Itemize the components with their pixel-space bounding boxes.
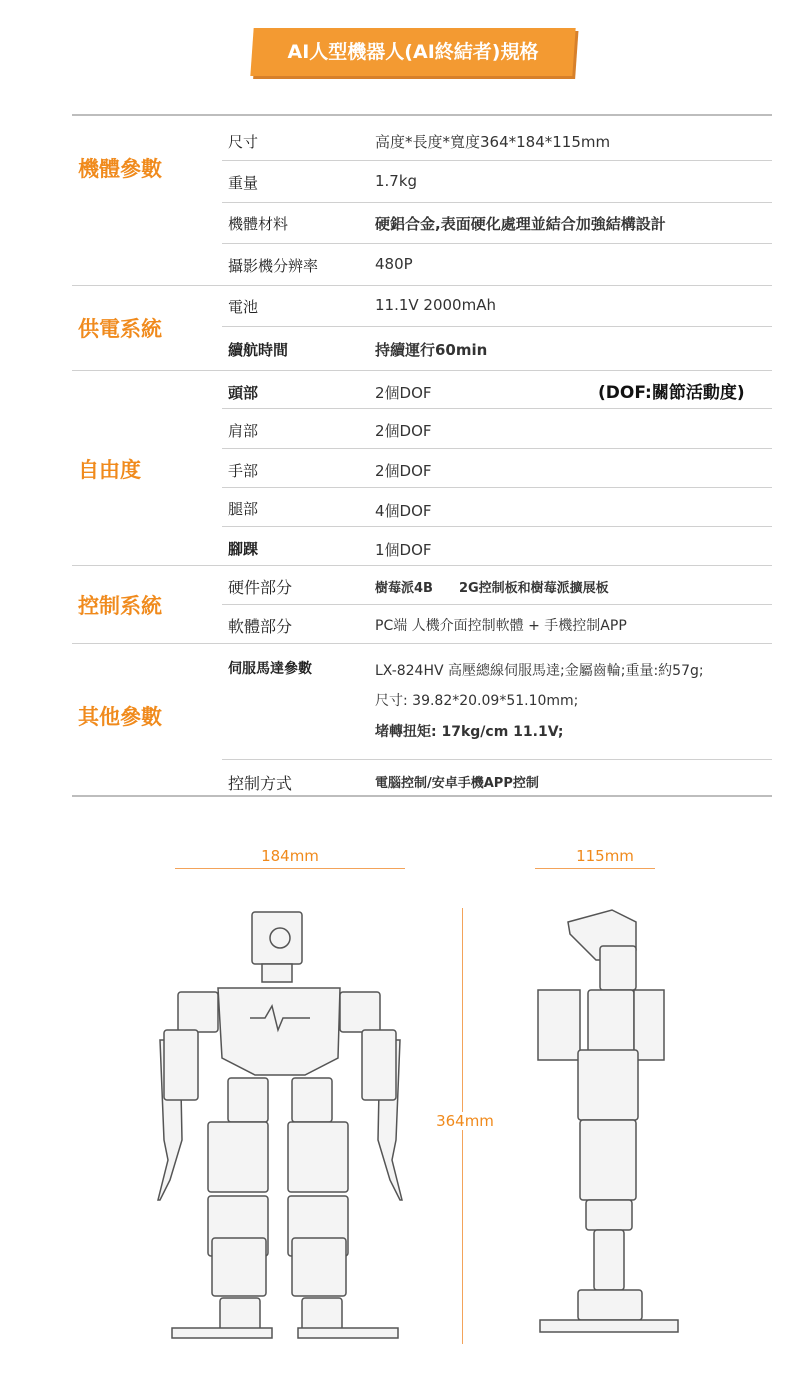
robot-side-view: [530, 900, 680, 1350]
param-size: 尺寸: [228, 133, 259, 151]
param-ankle: 腳踝: [228, 540, 259, 558]
param-camera: 攝影機分辨率: [228, 257, 319, 275]
value-hardware: 樹莓派4B 2G控制板和樹莓派擴展板: [375, 581, 609, 596]
group-label-body: 機體參數: [78, 157, 162, 181]
value-ankle: 1個DOF: [375, 541, 432, 559]
param-material: 機體材料: [228, 215, 289, 233]
group-label-control: 控制系統: [78, 594, 162, 618]
value-software: PC端 人機介面控制軟體 + 手機控制APP: [375, 618, 627, 634]
group-label-dof: 自由度: [78, 458, 141, 482]
row-divider: [222, 243, 772, 244]
param-leg: 腿部: [228, 500, 259, 518]
row-divider: [222, 408, 772, 409]
value-weight: 1.7kg: [375, 172, 418, 190]
group-label-power: 供電系統: [78, 317, 162, 341]
dim-width-line: [175, 868, 405, 869]
value-leg: 4個DOF: [375, 502, 432, 520]
dim-width-label: 184mm: [261, 847, 319, 865]
param-head: 頭部: [228, 384, 259, 402]
value-control-method: 電腦控制/安卓手機APP控制: [375, 776, 539, 791]
value-servo-line-3: 堵轉扭矩: 17kg/cm 11.1V;: [375, 724, 564, 740]
value-hand: 2個DOF: [375, 462, 432, 480]
value-runtime: 持續運行60min: [375, 341, 488, 359]
param-control-method: 控制方式: [228, 774, 293, 793]
row-divider: [222, 448, 772, 449]
group-divider: [72, 565, 772, 566]
group-divider: [72, 643, 772, 644]
page-title: AI人型機器人(AI終結者)規格: [287, 41, 539, 63]
param-shoulder: 肩部: [228, 422, 259, 440]
value-material: 硬鋁合金,表面硬化處理並結合加強結構設計: [375, 215, 666, 233]
row-divider: [222, 326, 772, 327]
dof-note: (DOF:關節活動度): [598, 383, 745, 403]
value-camera: 480P: [375, 255, 413, 273]
param-hand: 手部: [228, 462, 259, 480]
row-divider: [222, 526, 772, 527]
param-battery: 電池: [228, 298, 259, 316]
value-shoulder: 2個DOF: [375, 422, 432, 440]
row-divider: [222, 759, 772, 760]
param-weight: 重量: [228, 174, 259, 192]
param-hardware: 硬件部分: [228, 578, 293, 597]
row-divider: [222, 604, 772, 605]
value-servo-line-1: LX-824HV 高壓總線伺服馬達;金屬齒輪;重量:約57g;: [375, 663, 704, 679]
dim-depth-label: 115mm: [576, 847, 634, 865]
group-label-other: 其他參數: [78, 705, 162, 729]
robot-front-view: [150, 900, 410, 1350]
value-size: 高度*長度*寬度364*184*115mm: [375, 133, 611, 151]
dim-depth-line: [535, 868, 655, 869]
value-battery: 11.1V 2000mAh: [375, 296, 496, 314]
param-software: 軟體部分: [228, 617, 293, 636]
row-divider: [222, 160, 772, 161]
row-divider: [222, 487, 772, 488]
value-head: 2個DOF: [375, 384, 432, 402]
group-divider: [72, 370, 772, 371]
row-divider: [222, 202, 772, 203]
table-bottom-border: [72, 795, 772, 797]
table-top-border: [72, 114, 772, 116]
param-runtime: 續航時間: [228, 341, 289, 359]
value-servo-line-2: 尺寸: 39.82*20.09*51.10mm;: [375, 693, 579, 709]
group-divider: [72, 285, 772, 286]
dim-height-label: 364mm: [430, 1112, 500, 1130]
param-servo: 伺服馬達參數: [228, 661, 312, 677]
